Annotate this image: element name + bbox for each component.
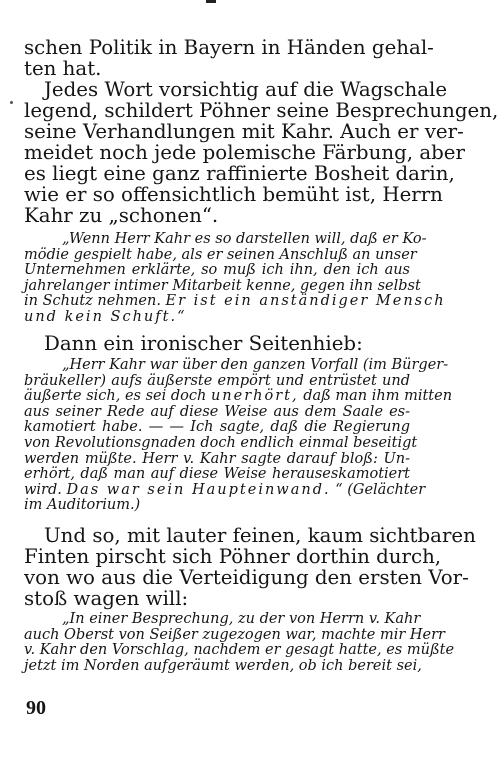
quote-line: v. Kahr den Vorschlag, nachdem er gesagt hatte, es müßte [24, 642, 455, 659]
quote-line: „Herr Kahr war über den ganzen Vorfall (im Bürger- [62, 357, 449, 373]
quote-meeting-seisser [24, 611, 455, 674]
quote-text: äußerte sich, es sei doch [24, 388, 207, 405]
paragraph-ironic-jab [24, 333, 410, 354]
text-line: ten hat. [24, 57, 102, 80]
quote-line [24, 388, 453, 405]
quote-kahr-outraged [24, 357, 453, 514]
quote-line [24, 293, 446, 310]
quote-line: kamotiert habe. — — Ich sagte, daß die Regierung [24, 419, 410, 436]
quote-line: „In einer Besprechung, zu der von Herrn v. Kahr [62, 611, 421, 627]
quote-line: bräukeller) aufs äußerste empört und entrüstet und [24, 372, 410, 389]
quote-line: „Wenn Herr Kahr es so darstellen will, daß er Ko- [62, 231, 427, 247]
quote-line: werden müßte. Herr v. Kahr sagte darauf bloß: Un- [24, 450, 410, 467]
emphasized-text: Das war sein Haupteinwand. [66, 481, 331, 498]
quote-line: jahrelanger intimer Mitarbeit kenne, gegen ihn selbst [24, 277, 421, 294]
margin-dot-mark [10, 101, 13, 104]
quote-text: in Schutz nehmen. [24, 293, 161, 310]
text-line: Dann ein ironischer Seitenhieb: [44, 332, 363, 355]
emphasized-text: Er ist ein anständiger Mensch [165, 293, 446, 310]
quote-line: jetzt im Norden aufgeräumt werden, ob ich bereit sei, [24, 657, 422, 674]
paragraph-poehner-negotiations [24, 78, 498, 227]
quote-line: aus seiner Rede auf diese Weise aus dem Saale es- [24, 403, 410, 420]
quote-text: “ (Gelächter [335, 481, 426, 498]
text-line: es liegt eine ganz raffinierte Bosheit darin, [24, 162, 455, 185]
quote-line [24, 310, 410, 326]
emphasized-text: und kein Schuft. [24, 308, 178, 325]
text-line: Kahr zu „schonen“. [24, 204, 219, 227]
text-line: wie er so offensichtlich bemüht ist, Herrn [24, 183, 443, 206]
paragraph-feints [24, 524, 476, 610]
quote-line: erhört, daß man auf diese Weise herauseskamotiert [24, 466, 410, 483]
emphasized-text: unerhört, [210, 388, 299, 405]
quote-text: wird. [24, 481, 62, 498]
quote-line: Unternehmen erklärte, so muß ich ihn, den ich aus [24, 262, 410, 279]
text-line: schen Politik in Bayern in Händen gehal- [24, 36, 434, 59]
page-number: 90 [26, 697, 46, 719]
text-line: Und so, mit lauter feinen, kaum sichtbaren [44, 524, 476, 547]
paragraph-continuation [24, 36, 434, 80]
quote-kahr-comedy [24, 231, 446, 326]
text-line: stoß wagen will: [24, 587, 189, 610]
quote-line [24, 481, 426, 499]
text-line: Jedes Wort vorsichtig auf die Wagschale [44, 78, 448, 101]
text-line: Finten pirscht sich Pöhner dorthin durch, [24, 545, 442, 568]
text-line: meidet noch jede polemische Färbung, aber [24, 141, 465, 164]
text-line: seine Verhandlungen mit Kahr. Auch er ver- [24, 120, 464, 143]
text-line: von wo aus die Verteidigung den ersten Vor- [24, 566, 469, 589]
quote-line: mödie gespielt habe, als er seinen Anschluß an unser [24, 246, 417, 263]
quote-line: von Revolutionsgnaden doch endlich einmal beseitigt [24, 434, 418, 451]
quote-text: “ [177, 308, 185, 325]
quote-text: daß man ihm mitten [303, 388, 453, 405]
top-edge-mark [206, 0, 216, 3]
text-line: legend, schildert Pöhner seine Besprechungen, [24, 99, 498, 122]
quote-line: im Auditorium.) [24, 497, 141, 514]
quote-line: auch Oberst von Seißer zugezogen war, machte mir Herr [24, 626, 445, 643]
